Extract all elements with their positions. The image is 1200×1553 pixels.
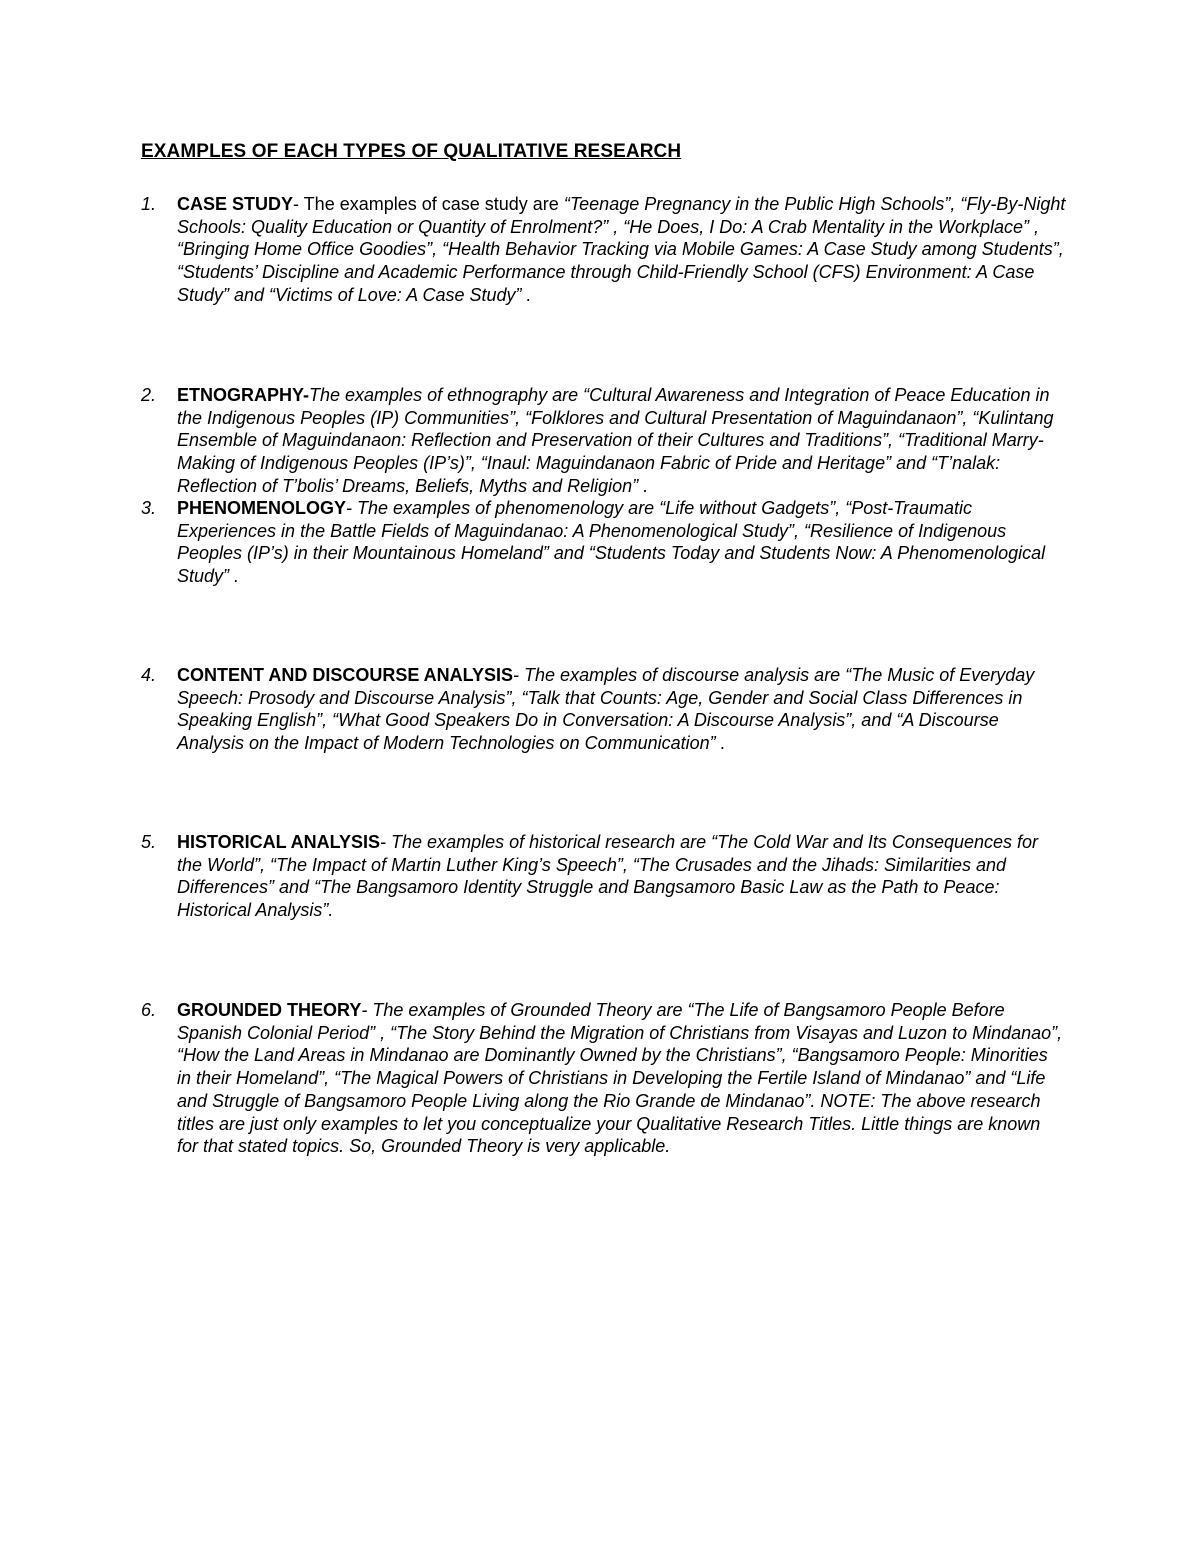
research-type-term: CASE STUDY [177,194,294,214]
page-title: EXAMPLES OF EACH TYPES OF QUALITATIVE RESEARCH [141,141,682,162]
list-item-content [177,193,1066,307]
item-examples: - The examples of historical research are “The Cold War and Its Consequences for the World”, “The Impact of Martin Luther King’s Speech”, “The Crusades and the Jihads: Similarities and Differences” and “The Bangsamoro Identity Struggle and Bangsamoro Basic Law as the Path to Peace: Historical Analysis”. [177,832,1039,921]
research-type-term: ETNOGRAPHY- [177,385,310,405]
list-item-content [177,999,1066,1158]
list-item-historical-analysis [141,831,1066,922]
research-type-term: CONTENT AND DISCOURSE ANALYSIS [177,665,514,685]
list-item-ethnography [141,384,1066,498]
list-number: 1. [141,194,157,214]
list-item-content [177,664,1066,755]
list-item-grounded-theory [141,999,1066,1158]
list-number: 6. [141,1000,157,1020]
research-type-term: GROUNDED THEORY [177,1000,362,1020]
list-item-content [177,497,1066,588]
list-item-content [177,831,1066,922]
research-type-term: HISTORICAL ANALYSIS [177,832,381,852]
list-number: 5. [141,832,157,852]
list-number: 2. [141,385,157,405]
list-item-phenomenology [141,497,1066,588]
item-examples: “Teenage Pregnancy in the Public High Schools”, “Fly-By-Night Schools: Quality Education or Quantity of Enrolment?” , “He Does, I Do: A Crab Mentality in the Workplace” , “Bringing Home Office Goodies”, “Health Behavior Tracking via Mobile Games: A Case Study among Students”, “Students’ Discipline and Academic Performance through Child-Friendly School (CFS) Environment: A Case Study” and “Victims of Love: A Case Study” . [177,194,1066,305]
list-number: 3. [141,498,157,518]
item-examples: - The examples of phenomenology are “Life without Gadgets”, “Post-Traumatic Experiences in the Battle Fields of Maguindanao: A Phenomenological Study”, “Resilience of Indigenous Peoples (IP’s) in their Mountainous Homeland” and “Students Today and Students Now: A Phenomenological Study” . [177,498,1046,587]
list-item-discourse-analysis [141,664,1066,755]
item-examples: The examples of ethnography are “Cultural Awareness and Integration of Peace Education in the Indigenous Peoples (IP) Communities”, “Folklores and Cultural Presentation of Maguindanaon”, “Kulintang Ensemble of Maguindanaon: Reflection and Preservation of their Cultures and Traditions”, “Traditional Marry-Making of Indigenous Peoples (IP’s)”, “Inaul: Maguindanaon Fabric of Pride and Heritage” and “T’nalak: Reflection of T’bolis’ Dreams, Beliefs, Myths and Religion” . [177,385,1054,496]
list-item-case-study [141,193,1066,307]
item-examples: - The examples of Grounded Theory are “The Life of Bangsamoro People Before Spanish Colonial Period” , “The Story Behind the Migration of Christians from Visayas and Luzon to Mindanao”, “How the Land Areas in Mindanao are Dominantly Owned by the Christians”, “Bangsamoro People: Minorities in their Homeland”, “The Magical Powers of Christians in Developing the Fertile Island of Mindanao” and “Life and Struggle of Bangsamoro People Living along the Rio Grande de Mindanao”. NOTE: The above research titles are just only examples to let you conceptualize your Qualitative Research Titles. Little things are known for that stated topics. So, Grounded Theory is very applicable. [177,1000,1063,1157]
list-number: 4. [141,665,157,685]
list-item-content [177,384,1066,498]
item-examples: - The examples of discourse analysis are “The Music of Everyday Speech: Prosody and Discourse Analysis”, “Talk that Counts: Age, Gender and Social Class Differences in Speaking English”, “What Good Speakers Do in Conversation: A Discourse Analysis”, and “A Discourse Analysis on the Impact of Modern Technologies on Communication” . [177,665,1035,754]
research-type-term: PHENOMENOLOGY [177,498,347,518]
item-intro: - The examples of case study are [293,194,564,214]
